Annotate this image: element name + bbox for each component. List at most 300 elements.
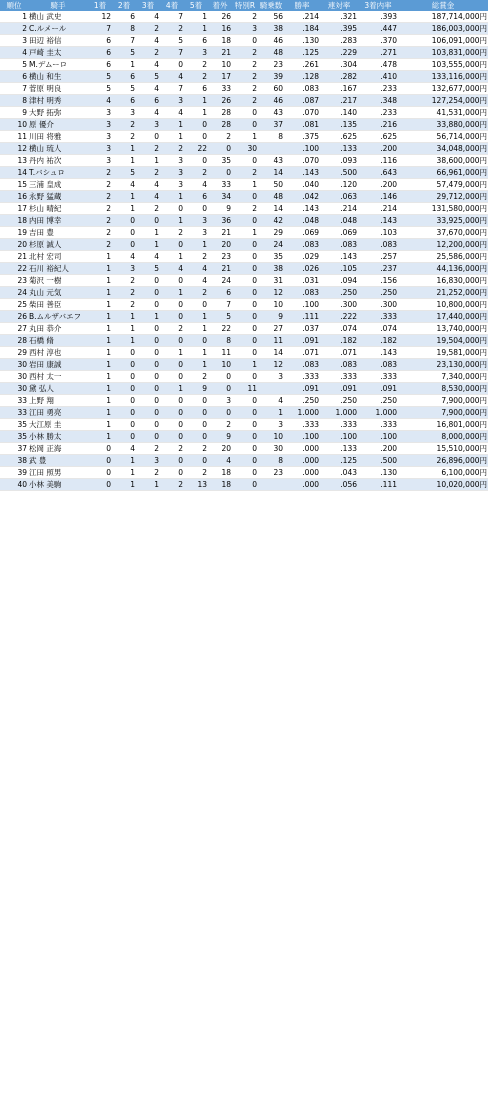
- cell-rank: 3: [0, 35, 28, 47]
- cell-jockey: M.デムーロ: [28, 59, 88, 71]
- cell-rides: 46: [258, 35, 284, 47]
- cell-prize: 7,900,000円: [398, 395, 488, 407]
- table-body: [0, 11, 488, 491]
- cell-other: 26: [208, 95, 232, 107]
- cell-other: 33: [208, 179, 232, 191]
- cell-jockey: 横山 琉人: [28, 143, 88, 155]
- cell-place-rate: .083: [358, 359, 398, 371]
- cell-place-rate: .091: [358, 383, 398, 395]
- table-row: [0, 275, 488, 287]
- cell-jockey: 杉山 晴紀: [28, 203, 88, 215]
- cell-win1: 5: [88, 83, 112, 95]
- cell-jockey: 杉原 誠人: [28, 239, 88, 251]
- cell-win5: 1: [184, 95, 208, 107]
- table-row: [0, 23, 488, 35]
- cell-rank: 30: [0, 383, 28, 395]
- cell-win-rate: .081: [284, 119, 320, 131]
- cell-quinella-rate: .222: [320, 311, 358, 323]
- cell-special: 2: [232, 59, 258, 71]
- cell-win1: 1: [88, 275, 112, 287]
- cell-win3: 0: [136, 407, 160, 419]
- cell-win1: 0: [88, 443, 112, 455]
- cell-rank: 29: [0, 347, 28, 359]
- cell-quinella-rate: .300: [320, 299, 358, 311]
- cell-win2: 1: [112, 467, 136, 479]
- cell-other: 3: [208, 395, 232, 407]
- cell-other: 2: [208, 419, 232, 431]
- cell-win5: 0: [184, 455, 208, 467]
- cell-place-rate: .625: [358, 131, 398, 143]
- cell-rides: [258, 143, 284, 155]
- cell-win-rate: .029: [284, 251, 320, 263]
- table-row: [0, 443, 488, 455]
- table-row: [0, 143, 488, 155]
- cell-win-rate: .130: [284, 35, 320, 47]
- cell-win4: 0: [160, 419, 184, 431]
- cell-quinella-rate: .250: [320, 287, 358, 299]
- cell-quinella-rate: .056: [320, 479, 358, 491]
- cell-win2: 1: [112, 455, 136, 467]
- cell-special: 0: [232, 479, 258, 491]
- cell-win3: 0: [136, 371, 160, 383]
- cell-rank: 33: [0, 407, 28, 419]
- cell-win2: 8: [112, 23, 136, 35]
- cell-rides: [258, 479, 284, 491]
- cell-win5: 0: [184, 203, 208, 215]
- cell-win5: 1: [184, 239, 208, 251]
- cell-place-rate: .100: [358, 431, 398, 443]
- cell-jockey: 江田 照男: [28, 467, 88, 479]
- cell-rank: 22: [0, 263, 28, 275]
- cell-win1: 2: [88, 167, 112, 179]
- cell-jockey: 津村 明秀: [28, 95, 88, 107]
- cell-prize: 33,925,000円: [398, 215, 488, 227]
- cell-win1: 3: [88, 107, 112, 119]
- cell-other: 26: [208, 11, 232, 23]
- table-row: [0, 371, 488, 383]
- cell-rides: 3: [258, 371, 284, 383]
- cell-win4: 7: [160, 83, 184, 95]
- cell-jockey: 武 豊: [28, 455, 88, 467]
- cell-win-rate: .128: [284, 71, 320, 83]
- cell-quinella-rate: .043: [320, 467, 358, 479]
- cell-special: 30: [232, 143, 258, 155]
- cell-other: 9: [208, 431, 232, 443]
- cell-win2: 1: [112, 191, 136, 203]
- cell-rank: 4: [0, 47, 28, 59]
- cell-win4: 2: [160, 227, 184, 239]
- cell-win-rate: .083: [284, 239, 320, 251]
- cell-win-rate: .214: [284, 11, 320, 23]
- cell-win5: 1: [184, 347, 208, 359]
- cell-win1: 1: [88, 299, 112, 311]
- cell-prize: 103,555,000円: [398, 59, 488, 71]
- cell-win-rate: .375: [284, 131, 320, 143]
- cell-win3: 0: [136, 383, 160, 395]
- header-other: 着外: [208, 0, 232, 11]
- cell-win1: 2: [88, 227, 112, 239]
- cell-win5: 6: [184, 35, 208, 47]
- cell-other: 7: [208, 299, 232, 311]
- cell-jockey: 黛 弘人: [28, 383, 88, 395]
- cell-rank: 9: [0, 107, 28, 119]
- cell-special: 2: [232, 47, 258, 59]
- cell-prize: 127,254,000円: [398, 95, 488, 107]
- cell-quinella-rate: .182: [320, 335, 358, 347]
- cell-rides: 60: [258, 83, 284, 95]
- cell-win2: 2: [112, 119, 136, 131]
- cell-win2: 2: [112, 287, 136, 299]
- cell-jockey: 小林 勝太: [28, 431, 88, 443]
- cell-win3: 6: [136, 95, 160, 107]
- cell-special: 0: [232, 323, 258, 335]
- cell-rides: 8: [258, 455, 284, 467]
- cell-other: 0: [208, 407, 232, 419]
- cell-prize: 6,100,000円: [398, 467, 488, 479]
- cell-place-rate: .143: [358, 347, 398, 359]
- cell-special: 1: [232, 227, 258, 239]
- table-row: [0, 167, 488, 179]
- cell-jockey: 原 優介: [28, 119, 88, 131]
- cell-prize: 56,714,000円: [398, 131, 488, 143]
- cell-rank: 5: [0, 59, 28, 71]
- cell-rides: 11: [258, 335, 284, 347]
- cell-rides: 48: [258, 191, 284, 203]
- cell-jockey: 西村 太一: [28, 371, 88, 383]
- cell-jockey: 大野 拓弥: [28, 107, 88, 119]
- cell-win3: 4: [136, 251, 160, 263]
- cell-rank: 25: [0, 299, 28, 311]
- cell-rides: 29: [258, 227, 284, 239]
- cell-prize: 10,020,000円: [398, 479, 488, 491]
- cell-prize: 19,581,000円: [398, 347, 488, 359]
- cell-jockey: 丸田 恭介: [28, 323, 88, 335]
- cell-win2: 7: [112, 35, 136, 47]
- header-win2: 2着: [112, 0, 136, 11]
- cell-prize: 25,586,000円: [398, 251, 488, 263]
- cell-special: 2: [232, 95, 258, 107]
- cell-quinella-rate: .283: [320, 35, 358, 47]
- cell-rides: 27: [258, 323, 284, 335]
- cell-win3: 2: [136, 23, 160, 35]
- cell-special: 11: [232, 383, 258, 395]
- cell-win3: 0: [136, 419, 160, 431]
- cell-quinella-rate: .140: [320, 107, 358, 119]
- jockey-ranking-table: [0, 0, 488, 491]
- cell-win4: 7: [160, 47, 184, 59]
- cell-special: 0: [232, 371, 258, 383]
- cell-win2: 1: [112, 203, 136, 215]
- cell-place-rate: .257: [358, 251, 398, 263]
- cell-win-rate: .143: [284, 167, 320, 179]
- cell-quinella-rate: .229: [320, 47, 358, 59]
- cell-rides: 10: [258, 299, 284, 311]
- cell-win1: 2: [88, 179, 112, 191]
- cell-rides: 56: [258, 11, 284, 23]
- cell-win4: 5: [160, 35, 184, 47]
- cell-quinella-rate: .304: [320, 59, 358, 71]
- cell-rides: 50: [258, 179, 284, 191]
- cell-special: 0: [232, 347, 258, 359]
- cell-rank: 35: [0, 419, 28, 431]
- cell-quinella-rate: .083: [320, 359, 358, 371]
- cell-special: 1: [232, 179, 258, 191]
- cell-place-rate: .271: [358, 47, 398, 59]
- header-special: 特別R: [232, 0, 258, 11]
- cell-other: 22: [208, 323, 232, 335]
- cell-rides: 23: [258, 467, 284, 479]
- table-row: [0, 11, 488, 23]
- cell-win5: 6: [184, 191, 208, 203]
- cell-quinella-rate: .333: [320, 419, 358, 431]
- cell-win1: 0: [88, 467, 112, 479]
- table-row: [0, 335, 488, 347]
- cell-other: 10: [208, 59, 232, 71]
- cell-other: 21: [208, 263, 232, 275]
- cell-win2: 0: [112, 419, 136, 431]
- cell-prize: 19,504,000円: [398, 335, 488, 347]
- cell-win4: 0: [160, 203, 184, 215]
- cell-prize: 187,714,000円: [398, 11, 488, 23]
- cell-rank: 17: [0, 203, 28, 215]
- cell-win5: 2: [184, 371, 208, 383]
- cell-win2: 5: [112, 83, 136, 95]
- cell-win-rate: .026: [284, 263, 320, 275]
- cell-rank: 10: [0, 119, 28, 131]
- cell-win4: 0: [160, 299, 184, 311]
- cell-win-rate: .000: [284, 467, 320, 479]
- cell-win1: 1: [88, 431, 112, 443]
- cell-win3: 2: [136, 467, 160, 479]
- cell-other: 20: [208, 443, 232, 455]
- cell-prize: 103,831,000円: [398, 47, 488, 59]
- cell-rank: 24: [0, 287, 28, 299]
- cell-rides: 38: [258, 263, 284, 275]
- cell-win4: 0: [160, 371, 184, 383]
- cell-special: 0: [232, 455, 258, 467]
- cell-win-rate: .261: [284, 59, 320, 71]
- cell-rank: 40: [0, 479, 28, 491]
- cell-win4: 0: [160, 311, 184, 323]
- cell-quinella-rate: .094: [320, 275, 358, 287]
- cell-win1: 3: [88, 155, 112, 167]
- cell-special: 2: [232, 83, 258, 95]
- cell-rides: 8: [258, 131, 284, 143]
- cell-special: 2: [232, 203, 258, 215]
- cell-win3: 2: [136, 203, 160, 215]
- table-row: [0, 203, 488, 215]
- table-row: [0, 467, 488, 479]
- cell-win4: 3: [160, 155, 184, 167]
- cell-win2: 6: [112, 95, 136, 107]
- cell-win3: 4: [136, 35, 160, 47]
- cell-win3: 0: [136, 323, 160, 335]
- cell-other: 28: [208, 119, 232, 131]
- cell-rides: 38: [258, 23, 284, 35]
- cell-win3: 0: [136, 347, 160, 359]
- cell-win-rate: .333: [284, 371, 320, 383]
- cell-rank: 30: [0, 359, 28, 371]
- cell-place-rate: .410: [358, 71, 398, 83]
- cell-win4: 1: [160, 119, 184, 131]
- cell-win1: 2: [88, 215, 112, 227]
- cell-rank: 38: [0, 455, 28, 467]
- cell-place-rate: .083: [358, 239, 398, 251]
- cell-rides: 30: [258, 443, 284, 455]
- cell-win5: 2: [184, 71, 208, 83]
- cell-win5: 2: [184, 287, 208, 299]
- cell-rank: 11: [0, 131, 28, 143]
- cell-win3: 1: [136, 311, 160, 323]
- cell-jockey: 北村 宏司: [28, 251, 88, 263]
- cell-place-rate: .200: [358, 443, 398, 455]
- cell-rides: 39: [258, 71, 284, 83]
- cell-win2: 3: [112, 107, 136, 119]
- cell-jockey: 菅原 明良: [28, 83, 88, 95]
- table-row: [0, 263, 488, 275]
- cell-rank: 28: [0, 335, 28, 347]
- cell-quinella-rate: .217: [320, 95, 358, 107]
- cell-win5: 2: [184, 443, 208, 455]
- cell-special: 0: [232, 215, 258, 227]
- cell-win4: 2: [160, 23, 184, 35]
- cell-special: 1: [232, 359, 258, 371]
- cell-win5: 1: [184, 323, 208, 335]
- cell-special: 0: [232, 443, 258, 455]
- cell-win5: 2: [184, 59, 208, 71]
- cell-jockey: T.バシュロ: [28, 167, 88, 179]
- cell-win-rate: .000: [284, 479, 320, 491]
- cell-place-rate: .182: [358, 335, 398, 347]
- cell-place-rate: .447: [358, 23, 398, 35]
- cell-prize: 16,830,000円: [398, 275, 488, 287]
- cell-win3: 4: [136, 179, 160, 191]
- cell-win-rate: .083: [284, 83, 320, 95]
- cell-special: 0: [232, 275, 258, 287]
- cell-prize: 10,800,000円: [398, 299, 488, 311]
- cell-quinella-rate: .083: [320, 239, 358, 251]
- cell-prize: 44,136,000円: [398, 263, 488, 275]
- header-place-rate: 3着内率: [358, 0, 398, 11]
- cell-prize: 131,580,000円: [398, 203, 488, 215]
- table-row: [0, 287, 488, 299]
- cell-win1: 0: [88, 479, 112, 491]
- cell-other: 0: [208, 167, 232, 179]
- table-row: [0, 383, 488, 395]
- cell-win1: 6: [88, 47, 112, 59]
- cell-win-rate: .333: [284, 419, 320, 431]
- cell-win2: 0: [112, 239, 136, 251]
- header-rides: 騎乗数: [259, 0, 283, 10]
- cell-win4: 0: [160, 455, 184, 467]
- cell-rides: 24: [258, 239, 284, 251]
- cell-win3: 4: [136, 83, 160, 95]
- cell-win-rate: .111: [284, 311, 320, 323]
- cell-win3: 0: [136, 287, 160, 299]
- cell-place-rate: .130: [358, 467, 398, 479]
- cell-special: 0: [232, 467, 258, 479]
- cell-win1: 1: [88, 383, 112, 395]
- cell-win3: 1: [136, 239, 160, 251]
- cell-other: 24: [208, 275, 232, 287]
- cell-win2: 4: [112, 179, 136, 191]
- cell-win5: 1: [184, 11, 208, 23]
- cell-win2: 1: [112, 311, 136, 323]
- cell-win4: 0: [160, 467, 184, 479]
- header-win1: 1着: [88, 0, 112, 11]
- cell-rank: 27: [0, 323, 28, 335]
- cell-rank: 19: [0, 227, 28, 239]
- cell-win4: 0: [160, 395, 184, 407]
- cell-quinella-rate: .120: [320, 179, 358, 191]
- cell-special: 0: [232, 287, 258, 299]
- cell-win2: 0: [112, 215, 136, 227]
- cell-quinella-rate: .500: [320, 167, 358, 179]
- cell-win-rate: .042: [284, 191, 320, 203]
- cell-other: 6: [208, 287, 232, 299]
- cell-win1: 1: [88, 287, 112, 299]
- cell-place-rate: .233: [358, 107, 398, 119]
- cell-prize: 34,048,000円: [398, 143, 488, 155]
- cell-quinella-rate: .100: [320, 431, 358, 443]
- cell-place-rate: .333: [358, 371, 398, 383]
- cell-win1: 3: [88, 119, 112, 131]
- cell-prize: 38,600,000円: [398, 155, 488, 167]
- cell-rank: 26: [0, 311, 28, 323]
- cell-jockey: 大江原 圭: [28, 419, 88, 431]
- cell-place-rate: .156: [358, 275, 398, 287]
- cell-win1: 0: [88, 455, 112, 467]
- cell-rank: 6: [0, 71, 28, 83]
- cell-special: 3: [232, 23, 258, 35]
- cell-win4: 0: [160, 275, 184, 287]
- cell-special: 0: [232, 311, 258, 323]
- cell-win4: 1: [160, 191, 184, 203]
- cell-quinella-rate: .143: [320, 251, 358, 263]
- cell-prize: 8,000,000円: [398, 431, 488, 443]
- cell-other: 2: [208, 131, 232, 143]
- cell-rank: 30: [0, 371, 28, 383]
- cell-prize: 7,900,000円: [398, 407, 488, 419]
- table-row: [0, 59, 488, 71]
- table-row: [0, 131, 488, 143]
- table-row: [0, 227, 488, 239]
- cell-win2: 5: [112, 47, 136, 59]
- cell-rank: 35: [0, 431, 28, 443]
- cell-place-rate: .216: [358, 119, 398, 131]
- cell-jockey: 岩田 康誠: [28, 359, 88, 371]
- cell-jockey: B.ムルザバエフ: [28, 311, 88, 323]
- cell-win2: 6: [112, 11, 136, 23]
- cell-win3: 2: [136, 143, 160, 155]
- cell-quinella-rate: .321: [320, 11, 358, 23]
- header-win4: 4着: [160, 0, 184, 11]
- cell-win3: 4: [136, 191, 160, 203]
- cell-win4: 3: [160, 179, 184, 191]
- cell-quinella-rate: .091: [320, 383, 358, 395]
- cell-special: 0: [232, 299, 258, 311]
- cell-win1: 1: [88, 311, 112, 323]
- cell-win5: 4: [184, 263, 208, 275]
- cell-quinella-rate: .250: [320, 395, 358, 407]
- cell-other: 0: [208, 143, 232, 155]
- cell-special: 0: [232, 155, 258, 167]
- cell-jockey: 田辺 裕信: [28, 35, 88, 47]
- cell-jockey: 松岡 正海: [28, 443, 88, 455]
- cell-rank: 13: [0, 155, 28, 167]
- table-row: [0, 395, 488, 407]
- cell-win-rate: .184: [284, 23, 320, 35]
